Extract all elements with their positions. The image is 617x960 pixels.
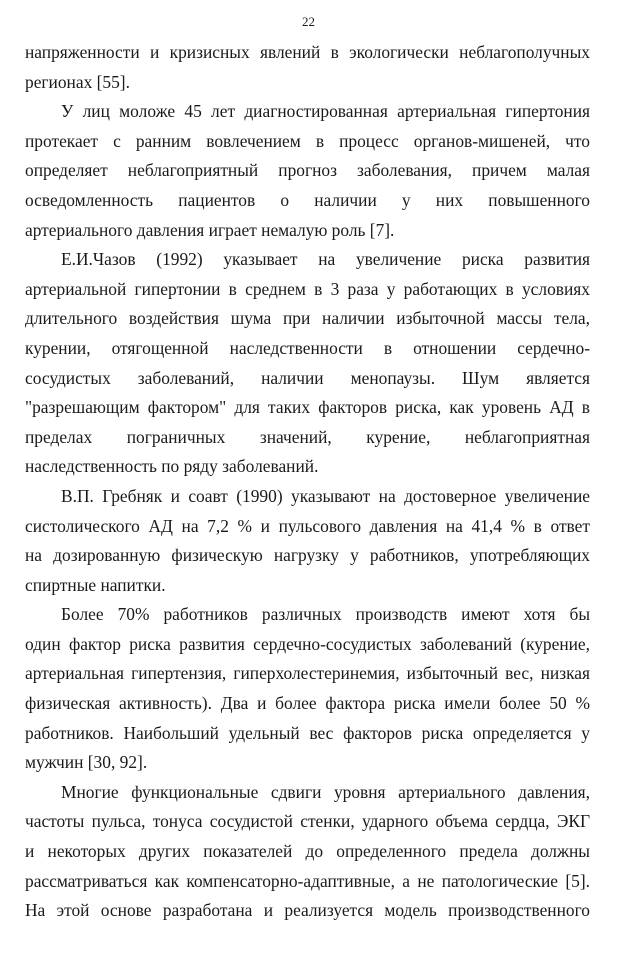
text-line: "разрешающим фактором" для таких факторов риска, как уровень АД в xyxy=(25,397,590,418)
text-line: систолического АД на 7,2 % и пульсового давления на 41,4 % в ответ xyxy=(25,515,590,536)
text-line: длительного воздействия шума при наличии избыточной массы тела, xyxy=(25,308,590,329)
text-line: и некоторых других показателей до определенного предела должны xyxy=(25,841,590,862)
text-line: артериального давления играет немалую роль [7]. xyxy=(25,219,395,240)
text-line: протекает с ранним вовлечением в процесс органов-мишеней, что xyxy=(25,130,590,151)
text-line: частоты пульса, тонуса сосудистой стенки, ударного объема сердца, ЭКГ xyxy=(25,811,590,832)
text-line: наследственность по ряду заболеваний. xyxy=(25,456,319,477)
text-line: рассматриваться как компенсаторно-адаптивные, а не патологические [5]. xyxy=(25,870,590,891)
text-line: курении, отягощенной наследственности в отношении сердечно- xyxy=(25,337,590,358)
text-line: определяет неблагоприятный прогноз заболевания, причем малая xyxy=(25,160,590,181)
page-number: 22 xyxy=(302,14,315,29)
text-line: На этой основе разработана и реализуется модель производственного xyxy=(25,900,590,921)
text-line: артериальная гипертензия, гиперхолестеринемия, избыточный вес, низкая xyxy=(25,663,590,684)
text-line: Е.И.Чазов (1992) указывает на увеличение риска развития xyxy=(61,249,590,270)
text-line: на дозированную физическую нагрузку у работников, употребляющих xyxy=(25,545,590,566)
text-line: напряженности и кризисных явлений в экологически неблагополучных xyxy=(25,42,590,62)
text-line: работников. Наибольший удельный вес факторов риска определяется у xyxy=(25,722,590,743)
text-line: регионах [55]. xyxy=(25,71,130,92)
text-line: пределах пограничных значений, курение, неблагоприятная xyxy=(25,426,590,447)
text-line: один фактор риска развития сердечно-сосудистых заболеваний (курение, xyxy=(25,633,590,654)
document-body xyxy=(25,38,590,926)
text-line: сосудистых заболеваний, наличии менопаузы. Шум является xyxy=(25,367,590,388)
text-line: спиртные напитки. xyxy=(25,574,166,595)
text-line: физическая активность). Два и более фактора риска имели более 50 % xyxy=(25,693,590,714)
text-line: Более 70% работников различных производств имеют хотя бы xyxy=(61,604,590,625)
text-line: Многие функциональные сдвиги уровня артериального давления, xyxy=(61,781,590,802)
text-line: мужчин [30, 92]. xyxy=(25,752,148,773)
text-line: осведомленность пациентов о наличии у них повышенного xyxy=(25,189,590,210)
text-line: У лиц моложе 45 лет диагностированная артериальная гипертония xyxy=(61,101,590,122)
text-line: артериальной гипертонии в среднем в 3 раза у работающих в условиях xyxy=(25,278,590,299)
text-line: В.П. Гребняк и соавт (1990) указывают на достоверное увеличение xyxy=(61,485,590,506)
